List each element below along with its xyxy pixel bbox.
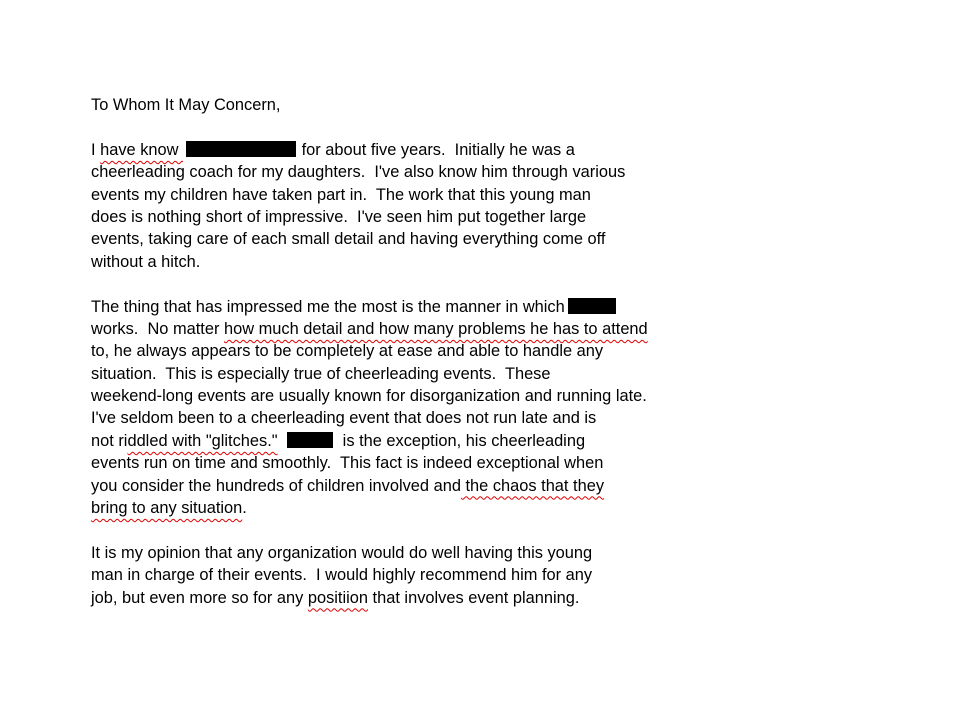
grammar-flag[interactable]: the chaos that they [460,476,605,495]
paragraph-1-line-6: without a hitch. [91,252,201,271]
paragraph-2-line-7 [91,430,951,452]
spelling-flag[interactable]: positiion [307,588,368,607]
paragraph-2-line-2 [91,318,951,340]
paragraph-3-line-3 [91,587,951,609]
paragraph-2-line-4: situation. This is especially true of cheerleading events. These [91,364,551,383]
paragraph-2-line-1 [91,296,951,318]
salutation: To Whom It May Concern, [91,96,281,114]
paragraph-2-line-10 [91,497,951,519]
paragraph-2-line-9 [91,475,951,497]
paragraph-1-line-5: events, taking care of each small detail and having everything come off [91,230,606,249]
text-run: is the exception, his cheerleading [333,431,586,450]
paragraph-2-line-6: I've seldom been to a cheerleading event that does not run late and is [91,409,597,428]
paragraph-gap [91,116,951,138]
text-run: that involves event planning. [367,588,580,607]
paragraph-1-line-2: cheerleading coach for my daughters. I've also know him through various [91,163,626,182]
paragraph-1-line-1 [91,139,951,161]
text-run: for about five years. Initially he was a [297,140,575,159]
paragraph-gap [91,519,951,541]
grammar-flag[interactable]: bring to any situation [91,499,243,518]
text-run: The thing that has impressed me the most is the manner in which [91,297,565,316]
redaction-bar [568,298,616,314]
text-run: . [242,499,247,518]
paragraph-2-line-8: events run on time and smoothly. This fact is indeed exceptional when [91,454,604,473]
grammar-flag[interactable]: how much detail and how many problems he has to attend [223,319,648,338]
paragraph-3-line-1: It is my opinion that any organization would do well having this young [91,543,593,562]
text-run: job, but even more so for any [91,588,308,607]
text-run: works. No matter [91,319,224,338]
paragraph-gap [91,273,951,295]
text-run: I [91,140,101,159]
paragraph-2-line-5: weekend-long events are usually known for disorganization and running late. [91,387,647,406]
redaction-bar [186,141,296,157]
paragraph-1-line-3: events my children have taken part in. The work that this young man [91,185,591,204]
grammar-flag[interactable]: have know [100,140,184,159]
text-run: you consider the hundreds of children involved and [91,476,461,495]
text-run: not ri [91,431,128,450]
paragraph-3-line-2: man in charge of their events. I would highly recommend him for any [91,566,593,585]
redaction-bar [287,432,333,448]
grammar-flag[interactable]: ddled with "glitches." [127,431,278,450]
paragraph-2-line-3: to, he always appears to be completely at ease and able to handle any [91,342,604,361]
letter-body[interactable] [91,94,951,609]
paragraph-1-line-4: does is nothing short of impressive. I've seen him put together large [91,207,587,226]
